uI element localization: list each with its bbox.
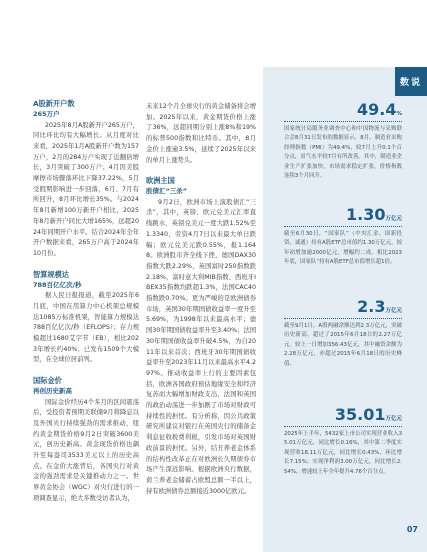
- stat-unit: 万亿元: [385, 308, 402, 314]
- stat-block-etf: [284, 205, 402, 268]
- stat-unit: %: [396, 111, 402, 117]
- stat-value: 49.4: [357, 100, 397, 119]
- paragraph-computing: 据人民日报报道，截至2025年6月底，中国在用算力中心机架总规模达1085万标准机架，智能算力规模达788百亿亿次/秒（EFLOPS）；存力规模超过1680艾字节（EB），相比2023年增长约40%；已发布1509个大模型，在全球位居前列。: [33, 292, 139, 364]
- stat-description: 2025年上半年，5432家上市公司实现营业收入35.01万亿元，同比增长0.16%，其中第二季度实现营收18.11万亿元，同比增长0.43%，环比增长7.15%；实现净利润3.00万亿元，同比增长2.54%，增速较上年全年提升4.76个百分点。: [284, 431, 402, 475]
- stat-unit: 万亿元: [385, 416, 402, 422]
- section-title-europe: 欧洲主国: [146, 176, 175, 186]
- section-title-gold: 国际金价: [33, 376, 62, 386]
- stat-description: 截至9月1日，A股两融余额达到2.3万亿元，突破历史新高，超过了2015年6月18日的2.27万亿元。较上一日增加356.43亿元，其中融资余额为2.28万亿元，亦超过2015年6月18日的历史峰值。: [284, 323, 402, 367]
- left-column: [33, 98, 139, 505]
- section-subtitle-computing: 788百亿亿次/秒: [33, 280, 82, 289]
- stat-description: 截至6月30日，“国家队”（中央汇金、国新投资、诚通）持有A股ETF总市值约1.30万亿元，较年初增加逾2000亿元，增幅约二成。相比2023年底，国家队“持有A股ETF总市值增长超1倍。: [284, 231, 402, 266]
- paragraph-gold: 国际金价经历4个多月的区间震荡后，受投资者预期美联储9月将降息以及外国央行持续强劲的需求推动，纽约黄金期货价格9月2日突破3600美元，创历史新高。黄金现货价格也飙升至每盎司3533美元以上的历史高点。在金价大涨背后，各国央行对黄金的强劲需求是关键推动力之一。世界黄金协会（WGC）对央行进行的一项调查显示，绝大多数受访者认为，: [33, 398, 139, 502]
- dotted-divider: [284, 226, 402, 227]
- section-title-computing: 智算规模达: [33, 269, 69, 279]
- page-number: 07: [406, 525, 418, 534]
- stat-unit: 万亿元: [385, 216, 402, 222]
- stat-description: 国家统计局服务业调查中心和中国物流与采购联合会8月31日发布的数据显示，8月，制造业采购经理指数（PMI）为49.4%，较7月上升0.1个百分点，景气水平较7月有所改善。其中，制造业企业生产扩张加快，市场需求稳定扩张，价格指数连续3个月回升。: [284, 126, 402, 180]
- stat-block-revenue: [284, 405, 402, 477]
- stat-block-pmi: [284, 100, 402, 181]
- stat-block-margin: [284, 297, 402, 369]
- section-subtitle-gold: 再创历史新高: [33, 387, 72, 396]
- stat-value: 2.3: [357, 297, 386, 316]
- paragraph-new-accounts: 2025年8月A股新开户265万户，同比环比均有大幅增长。从月度对比来看，2025年1月A股新开户数为157万户，2月的284万户实现了近翻倍增长，3月突破了300万户；4月因美股摩擦市场骤落环比下降37.22%，5月受假期影响进一步回落，6月、7月有所回升，8月环比增长35%。与2024年8月新增100万新开户相比，2025年8月新开户同比大增165%，远超2024年同期开户水平。结合2024年全年开户数据来看，265万户高于2024年10月份。: [33, 121, 139, 257]
- paragraph-europe: 9月2日，欧洲市场上演股债汇“三杀”，其中，英镑、欧元兑美元汇率直线跳水，英镑兑美元一度大跌1.52%至1.3340，劳资4月7日以来最大单日跌幅；欧元兑美元跌0.55%，报1.1648。欧洲股市齐全线下挫，德国DAX30指数大跌2.29%，英国富时250指数跌2.18%，富时意大利MIB指数、西班牙IBEX35指数均跌超1.3%，法国CAC40指数跌0.70%。更为严峻的是欧洲债券市场，英国30年期国债收益率一度升至5.69%，为1998年以来最高水平；德国30年期国债收益率升至3.40%；法国30年期国债收益率升破4.5%，为自2011年以来首次；西班牙30年期国债收益率升至2023年11月以来最高水平4.297%。推动收益率上行的主要因素包括，欧洲各国政府预估地缘安全和经济复苏而大幅增加财政支出，法国和英国的政治动荡进一步加剧了市场对财政可持续性的担忧。有分析称，因公共政策研究所建议对银行在英国央行的储备金利息征收税费利税，引发市场对英国财政前景的担忧。另外，结丑养老金体系的结构性改革正在对欧洲长久期债券市场产生深远影响。根据欧洲央行数据，荷兰养老金储蓄占欧盟总额一半以上，持有欧洲债券总额接近3000亿欧元。: [146, 198, 256, 495]
- section-subtitle-europe: 股债汇“三杀”: [146, 187, 188, 196]
- stat-value: 1.30: [346, 205, 386, 224]
- section-subtitle-new-accounts: 265万户: [33, 110, 60, 118]
- stat-value: 35.01: [334, 405, 386, 424]
- middle-column: [146, 102, 256, 497]
- dotted-divider: [284, 121, 402, 122]
- paragraph-gold-continued: 未来12个月全球央行的黄金储备将会增加。2025年以来，黄金期货价格上涨了36%，远超同期分别上涨8%和19%的标普500指数和比特币。其中，8月金价上涨逾3.5%，延续了2025年以来的单月上涨势头。: [146, 103, 256, 164]
- section-title-new-accounts: A股新开户数: [33, 99, 75, 108]
- dotted-divider: [284, 318, 402, 319]
- dotted-divider: [284, 426, 402, 427]
- sidebar-tab-label: 数说: [395, 67, 427, 96]
